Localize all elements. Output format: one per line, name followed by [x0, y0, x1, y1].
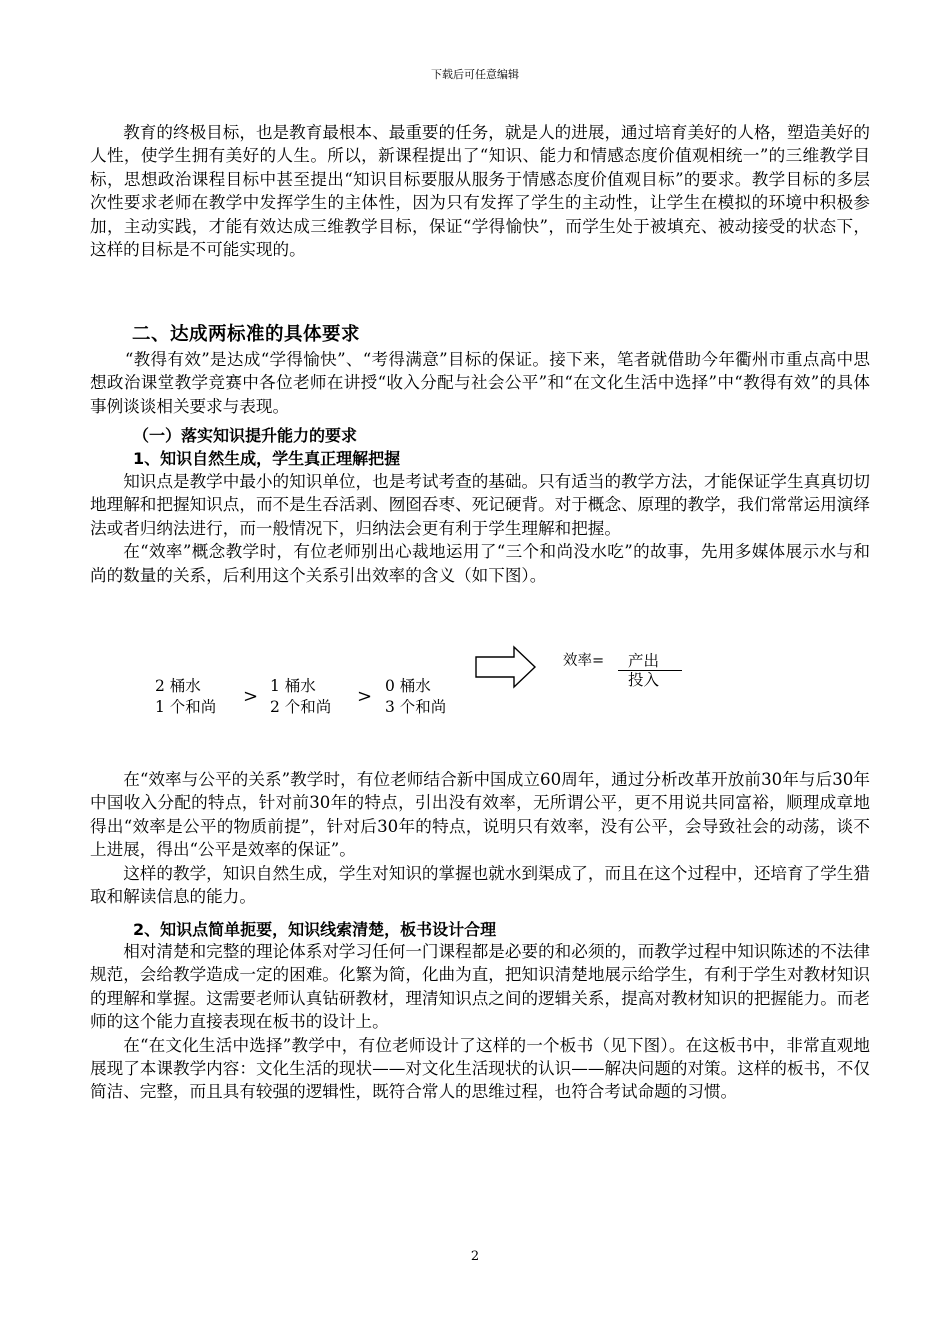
- subsection-title: （一）落实知识提升能力的要求: [133, 426, 358, 445]
- paragraph-5: 在“效率与公平的关系”教学时，有位老师结合新中国成立60周年，通过分析改革开放前30年与后30年中国收入分配的特点，针对前30年的特点，引出没有效率，无所谓公平，更不用说共同富裕，顺理成章地得出“效率是公平的物质前提”，针对后30年的特点，说明只有效率，没有公平，会导致社会的动荡，谈不上进展，得出“公平是效率的保证”。: [90, 770, 870, 860]
- diagram-item-1: [155, 676, 216, 718]
- paragraph-3: 知识点是教学中最小的知识单位，也是考试考查的基础。只有适当的教学方法，才能保证学生真真切切地理解和把握知识点，而不是生吞活剥、囫囵吞枣、死记硬背。对于概念、原理的教学，我们常常运用演绎法或者归纳法进行，而一般情况下，归纳法会更有利于学生理解和把握。: [90, 472, 870, 538]
- diagram-item-3: [385, 676, 446, 718]
- monk-label: 2 个和尚: [270, 698, 332, 716]
- point-1-title: 1、知识自然生成，学生真正理解把握: [133, 449, 401, 468]
- paragraph-1: 教育的终极目标，也是教育最根本、最重要的任务，就是人的进展，通过培育美好的人格，塑造美好的人性，使学生拥有美好的人生。所以，新课程提出了“知识、能力和情感态度价值观相统一”的三维教学目标，思想政治课程目标中甚至提出“知识目标要服从服务于情感态度价值观目标”的要求。教学目标的多层次性要求老师在教学中发挥学生的主体性，因为只有发挥了学生的主动性，让学生在模拟的环境中积极参加，主动实践，才能有效达成三维教学目标，保证“学得愉快”，而学生处于被填充、被动接受的状态下，这样的目标是不可能实现的。: [90, 123, 870, 260]
- water-label: 2 桶水: [155, 677, 201, 695]
- paragraph-2-block: [90, 348, 870, 418]
- monk-label: 3 个和尚: [385, 698, 447, 716]
- formula-label: 效率=: [563, 653, 605, 669]
- greater-than-symbol: >: [243, 686, 259, 707]
- paragraph-3-block: [90, 470, 870, 587]
- formula-denominator: 投入: [628, 671, 660, 689]
- paragraph-4: 在“效率”概念教学时，有位老师别出心裁地运用了“三个和尚没水吃”的故事，先用多媒体展示水与和尚的数量的关系，后利用这个关系引出效率的含义（如下图）。: [90, 542, 870, 585]
- point-2-title: 2、知识点简单扼要，知识线索清楚，板书设计合理: [133, 920, 497, 939]
- paragraph-6: 这样的教学，知识自然生成，学生对知识的掌握也就水到渠成了，而且在这个过程中，还培育了学生猎取和解读信息的能力。: [90, 863, 870, 907]
- monk-label: 1 个和尚: [155, 698, 217, 716]
- section-title: 二、达成两标准的具体要求: [132, 324, 361, 345]
- water-label: 0 桶水: [385, 677, 431, 695]
- formula-numerator: 产出: [628, 652, 660, 670]
- paragraph-2: “教得有效”是达成“学得愉快”、“考得满意”目标的保证。接下来，笔者就借助今年衢州市重点高中思想政治课堂教学竞赛中各位老师在讲授“收入分配与社会公平”和“在文化生活中选择”中“教得有效”的具体事例谈谈相关要求与表现。: [90, 350, 870, 416]
- water-label: 1 桶水: [270, 677, 316, 695]
- page-header: 下载后可任意编辑: [431, 68, 519, 81]
- diagram-item-2: [270, 676, 331, 718]
- paragraph-7: 相对清楚和完整的理论体系对学习任何一门课程都是必要的和必须的，而教学过程中知识陈述的不法律规范，会给教学造成一定的困难。化繁为简，化曲为直，把知识清楚地展示给学生，有利于学生对教材知识的理解和掌握。这需要老师认真钻研教材，理清知识点之间的逻辑关系，提高对教材知识的把握能力。而老师的这个能力直接表现在板书的设计上。: [90, 942, 870, 1032]
- paragraph-5-block: [90, 768, 870, 908]
- page-number: 2: [470, 1249, 480, 1264]
- paragraph-1-block: [90, 121, 870, 261]
- paragraph-8: 在“在文化生活中选择”教学中，有位老师设计了这样的一个板书（见下图）。在这板书中，非常直观地展现了本课教学内容：文化生活的现状——对文化生活现状的认识——解决问题的对策。这样的板书，不仅简洁、完整，而且具有较强的逻辑性，既符合常人的思维过程，也符合考试命题的习惯。: [90, 1035, 870, 1102]
- paragraph-7-block: [90, 940, 870, 1104]
- right-arrow-icon: [474, 645, 538, 689]
- greater-than-symbol: >: [357, 686, 373, 707]
